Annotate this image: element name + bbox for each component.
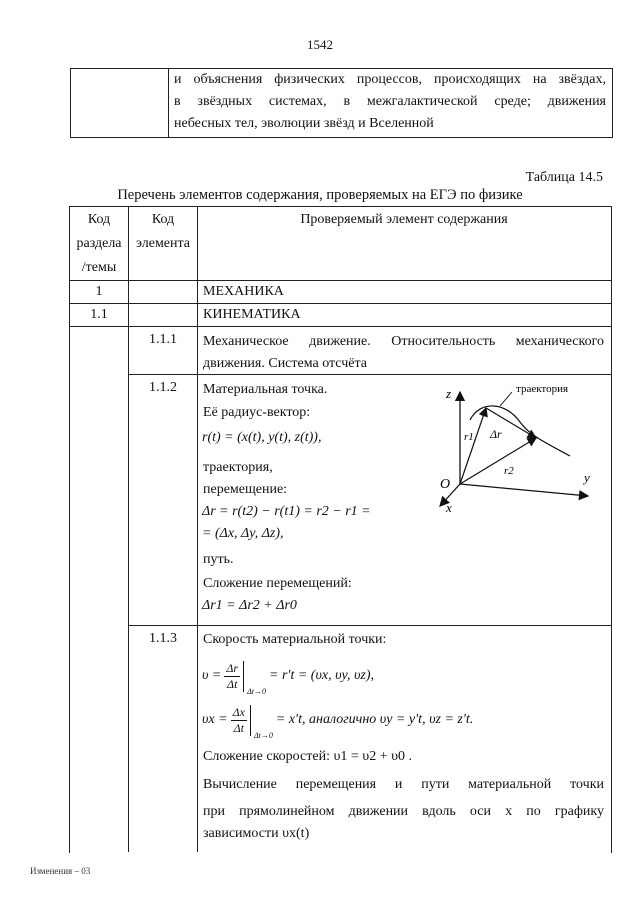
- component-result: = x′t, аналогично υy = y′t, υz = z′t.: [275, 712, 474, 727]
- x-label: x: [446, 500, 452, 515]
- component-limit: Δt→0: [253, 731, 273, 740]
- row3-code: 1.1.1: [149, 332, 177, 347]
- y-label: y: [584, 470, 590, 485]
- velocity-denominator: Δt: [227, 676, 238, 691]
- component-denominator: Δt: [233, 720, 244, 735]
- row5-velocity-addition: Сложение скоростей: υ1 = υ2 + υ0 .: [203, 749, 413, 764]
- continuation-text-line-2: в звёздных системах, в межгалактической среде; движения: [174, 94, 606, 109]
- table-number: Таблица 14.5: [525, 170, 603, 185]
- row4-line4: траектория,: [203, 460, 273, 475]
- header-col2-line1: Код: [151, 212, 175, 227]
- component-fraction: [231, 705, 251, 736]
- row-divider-header: [69, 280, 611, 281]
- row5-line1: Скорость материальной точки:: [203, 632, 387, 647]
- row4-line2: Её радиус-вектор:: [203, 405, 311, 420]
- row1-text: МЕХАНИКА: [203, 284, 284, 299]
- continuation-text-line-3: небесных тел, эволюции звёзд и Вселенной: [174, 116, 434, 131]
- row4-line9: Сложение перемещений:: [203, 576, 352, 591]
- row1-code: 1: [95, 284, 103, 299]
- row5-text-line3: зависимости υx(t): [203, 826, 310, 841]
- row5-formula-component: [202, 700, 473, 740]
- trajectory-curve: [470, 406, 570, 456]
- row5-text-line2: при прямолинейном движении вдоль оси x по графику: [203, 804, 604, 819]
- trajectory-pointer: [500, 392, 512, 406]
- velocity-symbol: υ =: [202, 668, 222, 683]
- continuation-table-divider: [168, 68, 169, 137]
- row4-line5: перемещение:: [203, 482, 288, 497]
- row4-line8: путь.: [203, 552, 234, 567]
- origin-label: O: [440, 477, 451, 492]
- trajectory-diagram: [408, 378, 608, 518]
- continuation-text-line-1: и объяснения физических процессов, происходящих на звёздах,: [174, 72, 606, 87]
- r1-vector: [460, 408, 486, 484]
- header-col2-line2: элемента: [135, 236, 191, 251]
- row2-code: 1.1: [90, 307, 108, 322]
- footer-note: Изменения – 03: [30, 866, 91, 876]
- r2-vector: [460, 438, 536, 484]
- row5-code: 1.1.3: [149, 631, 177, 646]
- trajectory-label: траектория: [516, 383, 569, 395]
- header-col1-line2: раздела: [76, 236, 122, 251]
- row4-formula-radius-vector: r(t) = (x(t), y(t), z(t)),: [202, 430, 322, 445]
- row3-text-line1: Механическое движение. Относительность механического: [203, 334, 604, 349]
- row4-line1: Материальная точка.: [203, 382, 328, 397]
- header-col3: Проверяемый элемент содержания: [300, 212, 508, 227]
- component-symbol: υx =: [202, 712, 228, 727]
- delta-r-label: Δr: [490, 427, 502, 441]
- row5-formula-velocity: [202, 656, 374, 696]
- page-number: 1542: [307, 37, 333, 52]
- header-col1-line3: /темы: [81, 260, 117, 275]
- header-col1-line1: Код: [87, 212, 111, 227]
- velocity-fraction: [224, 661, 244, 692]
- component-numerator: Δx: [232, 704, 245, 719]
- row-divider-1: [69, 303, 611, 304]
- row4-formula-sum: Δr1 = Δr2 + Δr0: [202, 598, 297, 613]
- velocity-limit: Δt→0: [247, 687, 267, 696]
- row4-formula-displacement: Δr = r(t2) − r(t1) = r2 − r1 =: [202, 504, 371, 519]
- row2-text: КИНЕМАТИКА: [203, 307, 301, 322]
- row-divider-4: [128, 625, 611, 626]
- y-axis: [460, 484, 588, 496]
- velocity-numerator: Δr: [226, 660, 239, 675]
- r2-label: r2: [504, 465, 514, 477]
- row-divider-3: [128, 374, 611, 375]
- row5-text-line1: Вычисление перемещения и пути материальной точки: [203, 777, 604, 792]
- z-label: z: [446, 386, 452, 401]
- row-divider-2: [69, 326, 611, 327]
- row3-text-line2: движения. Система отсчёта: [203, 356, 368, 371]
- velocity-result: = r′t = (υx, υy, υz),: [269, 668, 375, 683]
- row4-formula-components: = (Δx, Δy, Δz),: [202, 526, 284, 541]
- row4-code: 1.1.2: [149, 380, 177, 395]
- r1-label: r1: [464, 431, 474, 443]
- table-title: Перечень элементов содержания, проверяемых на ЕГЭ по физике: [117, 187, 523, 203]
